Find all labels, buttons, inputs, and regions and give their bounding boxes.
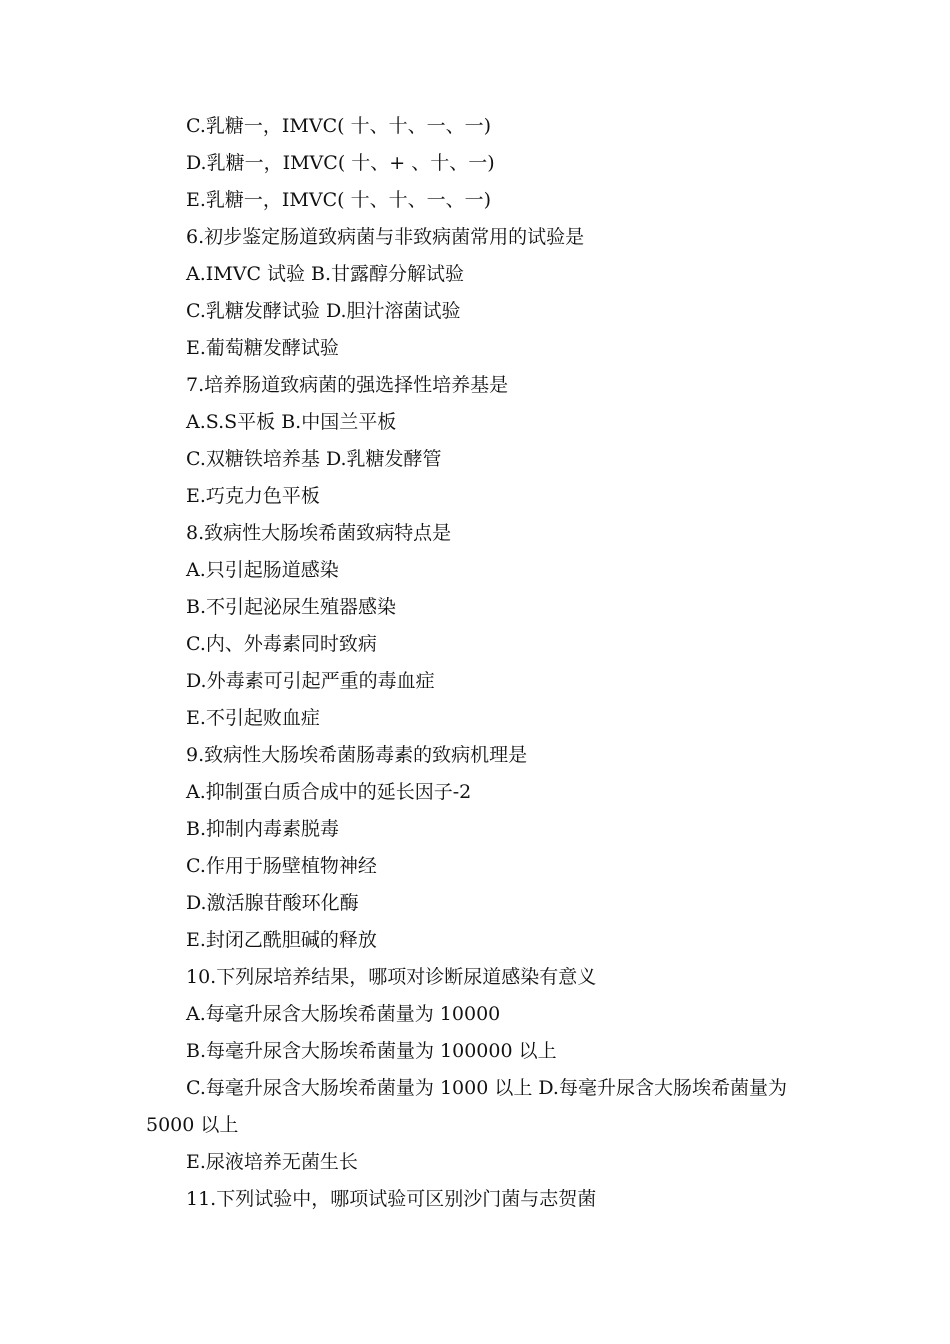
question-7-options-cd: C.双糖铁培养基 D.乳糖发酵管 bbox=[186, 448, 442, 470]
question-8-option-e: E.不引起败血症 bbox=[186, 707, 320, 729]
question-9-option-c: C.作用于肠壁植物神经 bbox=[186, 855, 377, 877]
option-line-e: E.乳糖一，IMVC( 十、十、一、一) bbox=[186, 189, 491, 211]
question-6-options-cd: C.乳糖发酵试验 D.胆汁溶菌试验 bbox=[186, 300, 461, 322]
question-8-option-b: B.不引起泌尿生殖器感染 bbox=[186, 596, 397, 618]
question-9-option-d: D.激活腺苷酸环化酶 bbox=[186, 892, 359, 914]
question-9-option-a: A.抑制蛋白质合成中的延长因子-2 bbox=[186, 781, 472, 803]
question-10-option-a: A.每毫升尿含大肠埃希菌量为 10000 bbox=[186, 1003, 501, 1025]
question-6-option-e: E.葡萄糖发酵试验 bbox=[186, 337, 339, 359]
question-text-body bbox=[146, 108, 816, 1218]
question-10: 10.下列尿培养结果，哪项对诊断尿道感染有意义 bbox=[186, 966, 597, 988]
question-8-option-d: D.外毒素可引起严重的毒血症 bbox=[186, 670, 435, 692]
question-9: 9.致病性大肠埃希菌肠毒素的致病机理是 bbox=[186, 744, 528, 766]
question-7: 7.培养肠道致病菌的强选择性培养基是 bbox=[186, 374, 509, 396]
question-7-options-ab: A.S.S平板 B.中国兰平板 bbox=[186, 411, 397, 433]
option-line-d: D.乳糖一，IMVC( 十、+ 、十、一) bbox=[186, 152, 495, 174]
question-8-option-c: C.内、外毒素同时致病 bbox=[186, 633, 377, 655]
question-8-option-a: A.只引起肠道感染 bbox=[186, 559, 339, 581]
option-line-c: C.乳糖一，IMVC( 十、十、一、一) bbox=[186, 115, 491, 137]
question-6: 6.初步鉴定肠道致病菌与非致病菌常用的试验是 bbox=[186, 226, 585, 248]
question-6-options-ab: A.IMVC 试验 B.甘露醇分解试验 bbox=[186, 263, 465, 285]
question-7-option-e: E.巧克力色平板 bbox=[186, 485, 320, 507]
question-8: 8.致病性大肠埃希菌致病特点是 bbox=[186, 522, 452, 544]
question-10-option-e: E.尿液培养无菌生长 bbox=[186, 1151, 358, 1173]
question-11: 11.下列试验中，哪项试验可区别沙门菌与志贺菌 bbox=[186, 1188, 597, 1210]
question-10-options-cd: C.每毫升尿含大肠埃希菌量为 1000 以上 D.每毫升尿含大肠埃希菌量为 5000 以上 bbox=[146, 1077, 787, 1136]
question-10-option-b: B.每毫升尿含大肠埃希菌量为 100000 以上 bbox=[186, 1040, 557, 1062]
question-9-option-b: B.抑制内毒素脱毒 bbox=[186, 818, 340, 840]
question-9-option-e: E.封闭乙酰胆碱的释放 bbox=[186, 929, 377, 951]
